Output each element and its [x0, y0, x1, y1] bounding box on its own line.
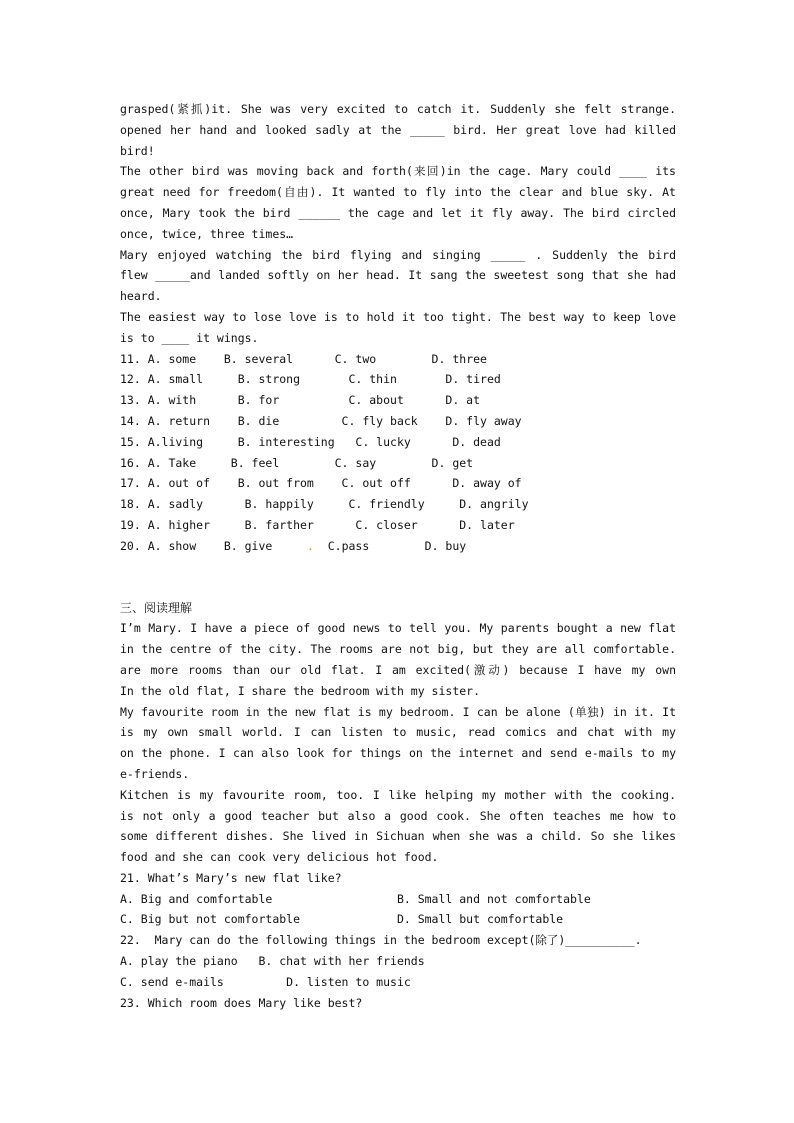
answer-options: A. Big and comfortable B. Small and not comfortable	[120, 891, 591, 906]
passage-line: The easiest way to lose love is to hold it too tight. The best way to keep love	[120, 309, 676, 324]
stray-dot: .	[306, 538, 314, 553]
option-row: 18. A. sadly B. happily C. friendly D. angrily	[120, 497, 529, 512]
option-row: 12. A. small B. strong C. thin D. tired	[120, 372, 501, 387]
reading-line: My favourite room in the new flat is my bedroom. I can be alone (单独) in it. It	[120, 704, 676, 719]
reading-line: is not only a good teacher but also a good cook. She often teaches me how to	[120, 808, 676, 823]
passage-line: is to ____ it wings.	[120, 330, 259, 345]
section-title: 三、阅读理解	[120, 600, 193, 615]
reading-line: on the phone. I can also look for things on the internet and send e-mails to my	[120, 746, 676, 761]
option-row: 17. A. out of B. out from C. out off D. away of	[120, 476, 522, 491]
reading-line: Kitchen is my favourite room, too. I like helping my mother with the cooking.	[120, 787, 676, 802]
passage-line: Mary enjoyed watching the bird flying and singing _____ . Suddenly the bird	[120, 247, 676, 262]
passage-line: once, Mary took the bird ______ the cage and let it fly away. The bird circled	[120, 205, 676, 220]
passage-line: great need for freedom(自由). It wanted to fly into the clear and blue sky. At	[120, 185, 676, 200]
option-text: 20. A. show B. give	[120, 538, 307, 553]
reading-line: is my own small world. I can listen to music, read comics and chat with my	[120, 725, 676, 740]
passage-line: flew _____and landed softly on her head. It sang the sweetest song that she had	[120, 268, 676, 283]
spacer	[120, 557, 676, 598]
option-row	[120, 536, 676, 557]
reading-line: In the old flat, I share the bedroom with my sister.	[120, 683, 481, 698]
option-row: 14. A. return B. die C. fly back D. fly away	[120, 413, 522, 428]
reading-line: food and she can cook very delicious hot food.	[120, 850, 439, 865]
reading-line: are more rooms than our old flat. I am excited(激动) because I have my own	[120, 662, 676, 677]
reading-line: some different dishes. She lived in Sichuan when she was a child. So she likes	[120, 829, 676, 844]
option-row: 11. A. some B. several C. two D. three	[120, 351, 487, 366]
option-row: 15. A.living B. interesting C. lucky D. dead	[120, 434, 501, 449]
question-line: 23. Which room does Mary like best?	[120, 995, 363, 1010]
passage-line: The other bird was moving back and forth(来回)in the cage. Mary could ____ its	[120, 164, 676, 179]
option-text: C.pass D. buy	[313, 538, 467, 553]
passage-line: bird!	[120, 143, 155, 158]
passage-line: heard.	[120, 289, 162, 304]
passage-line: opened her hand and looked sadly at the _____ bird. Her great love had killed	[120, 122, 676, 137]
answer-options: C. Big but not comfortable D. Small but comfortable	[120, 912, 564, 927]
option-row: 13. A. with B. for C. about D. at	[120, 393, 481, 408]
passage-line: once, twice, three times…	[120, 226, 294, 241]
reading-line: e-friends.	[120, 766, 190, 781]
option-row: 16. A. Take B. feel C. say D. get	[120, 455, 474, 470]
answer-options: A. play the piano B. chat with her friends	[120, 954, 425, 969]
option-row: 19. A. higher B. farther C. closer D. later	[120, 517, 515, 532]
reading-line: in the centre of the city. The rooms are not big, but they are all comfortable.	[120, 642, 676, 657]
answer-options: C. send e-mails D. listen to music	[120, 974, 411, 989]
passage-line: grasped(紧抓)it. She was very excited to catch it. Suddenly she felt strange.	[120, 102, 676, 116]
question-line: 22. Mary can do the following things in the bedroom except(除了)__________.	[120, 933, 642, 948]
reading-line: I’m Mary. I have a piece of good news to tell you. My parents bought a new flat	[120, 621, 676, 636]
question-line: 21. What’s Mary’s new flat like?	[120, 870, 342, 885]
document-page	[120, 99, 676, 1013]
